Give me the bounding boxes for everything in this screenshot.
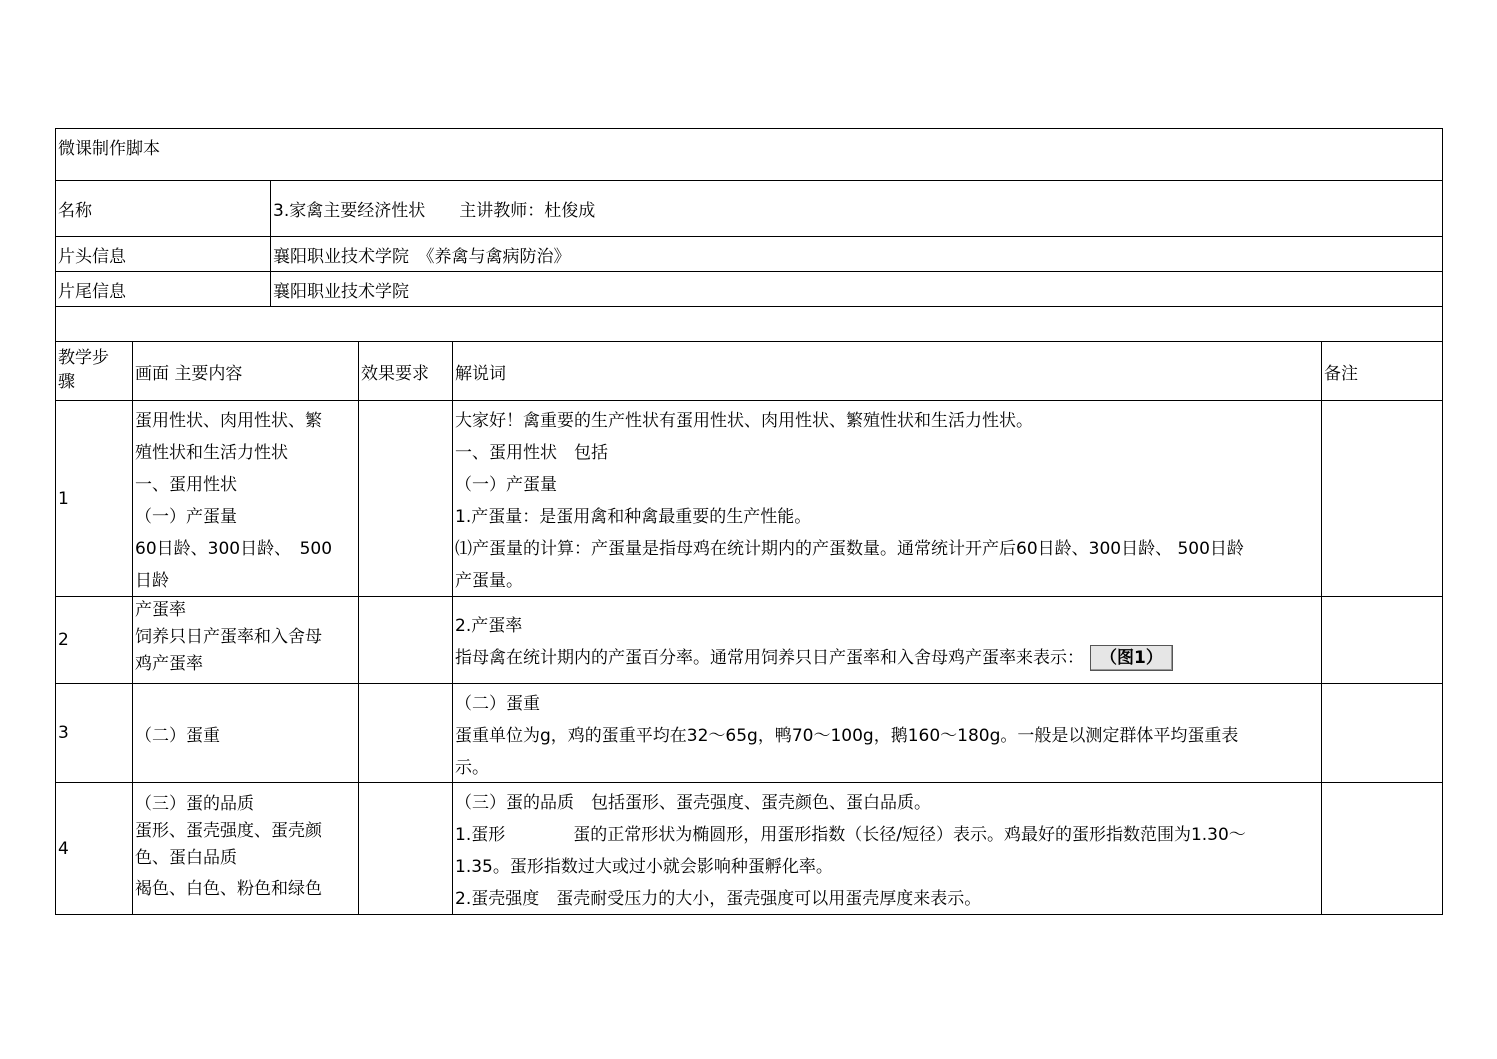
name-label: 名称 xyxy=(58,201,92,221)
col-step-header-text: 教学步骤 xyxy=(58,348,109,392)
narration-line: 2.蛋壳强度 蛋壳耐受压力的大小，蛋壳强度可以用蛋壳厚度来表示。 xyxy=(455,889,982,909)
narration-line: 一、蛋用性状 包括 xyxy=(455,443,608,463)
screen-line: 蛋形、蛋壳强度、蛋壳颜 xyxy=(135,821,322,841)
col-screen-header: 画面 主要内容 xyxy=(132,342,358,400)
step-number: 3 xyxy=(58,723,69,743)
screen-line: 鸡产蛋率 xyxy=(135,654,203,674)
head-info-label: 片头信息 xyxy=(58,246,126,267)
narration-line: （三）蛋的品质 包括蛋形、蛋壳强度、蛋壳颜色、蛋白品质。 xyxy=(455,793,931,813)
narration-line: （二）蛋重 xyxy=(455,694,540,714)
note-cell xyxy=(1321,684,1442,782)
screen-line: 褐色、白色、粉色和绿色 xyxy=(135,879,322,899)
head-info-row xyxy=(55,236,1443,271)
note-cell xyxy=(1321,783,1442,914)
name-row xyxy=(55,180,1443,236)
step-number: 2 xyxy=(58,630,69,650)
col-step-header xyxy=(56,342,132,400)
narration-line: 示。 xyxy=(455,758,489,778)
effect-cell xyxy=(358,401,452,596)
screen-line: 一、蛋用性状 xyxy=(135,475,237,495)
col-note-header: 备注 xyxy=(1321,342,1442,400)
script-table xyxy=(55,128,1443,915)
header-row xyxy=(55,341,1443,400)
screen-content xyxy=(132,401,358,596)
narration-line: 大家好！禽重要的生产性状有蛋用性状、肉用性状、繁殖性状和生活力性状。 xyxy=(455,411,1033,431)
note-cell xyxy=(1321,597,1442,683)
screen-line: （二）蛋重 xyxy=(135,725,220,746)
spacer-row xyxy=(55,306,1443,341)
narration-line: 蛋重单位为g，鸡的蛋重平均在32～65g，鸭70～100g，鹅160～180g。一般是以测定群体平均蛋重表 xyxy=(455,726,1239,746)
tail-info-value: 襄阳职业技术学院 xyxy=(270,272,1442,306)
narration-text: 指母禽在统计期内的产蛋百分率。通常用饲养只日产蛋率和入舍母鸡产蛋率来表示： xyxy=(455,648,1084,668)
page-title: 微课制作脚本 xyxy=(58,139,160,159)
screen-line: 产蛋率 xyxy=(135,600,186,620)
screen-line: 日龄 xyxy=(135,571,169,591)
narration-content xyxy=(452,597,1321,683)
step-number: 4 xyxy=(58,838,69,859)
screen-line: 60日龄、300日龄、 500 xyxy=(135,539,333,559)
screen-content xyxy=(132,597,358,683)
figure-1-button[interactable]: （图1） xyxy=(1090,645,1173,671)
narration-line: （一）产蛋量 xyxy=(455,475,557,495)
effect-cell xyxy=(358,783,452,914)
screen-content xyxy=(132,684,358,782)
step-number: 1 xyxy=(58,488,69,509)
table-row xyxy=(55,400,1443,596)
effect-cell xyxy=(358,684,452,782)
narration-line: ⑴产蛋量的计算：产蛋量是指母鸡在统计期内的产蛋数量。通常统计开产后60日龄、300日龄、 500日龄 xyxy=(455,539,1244,559)
screen-line: （一）产蛋量 xyxy=(135,507,237,527)
screen-line: 殖性状和生活力性状 xyxy=(135,443,288,463)
narration-line: 2.产蛋率 xyxy=(455,616,523,636)
note-cell xyxy=(1321,401,1442,596)
narration-line xyxy=(455,642,1319,674)
col-effect-header: 效果要求 xyxy=(358,342,452,400)
table-row xyxy=(55,683,1443,782)
narration-content xyxy=(452,783,1321,914)
effect-cell xyxy=(358,597,452,683)
narration-content xyxy=(452,684,1321,782)
screen-line: 色、蛋白品质 xyxy=(135,848,237,868)
screen-line: 蛋用性状、肉用性状、繁 xyxy=(135,411,322,431)
screen-content xyxy=(132,783,358,914)
head-info-value: 襄阳职业技术学院 《养禽与禽病防治》 xyxy=(270,237,1442,271)
name-value: 3.家禽主要经济性状 主讲教师：杜俊成 xyxy=(270,181,1442,236)
tail-info-label: 片尾信息 xyxy=(58,281,126,302)
screen-line: （三）蛋的品质 xyxy=(135,794,254,814)
narration-content xyxy=(452,401,1321,596)
tail-info-row xyxy=(55,271,1443,306)
table-row xyxy=(55,596,1443,683)
narration-line: 1.蛋形 蛋的正常形状为椭圆形，用蛋形指数（长径/短径）表示。鸡最好的蛋形指数范围为1.30～ xyxy=(455,825,1246,845)
narration-line: 1.35。蛋形指数过大或过小就会影响种蛋孵化率。 xyxy=(455,857,833,877)
col-narration-header: 解说词 xyxy=(452,342,1321,400)
title-row xyxy=(55,128,1443,180)
table-row xyxy=(55,782,1443,915)
screen-line: 饲养只日产蛋率和入舍母 xyxy=(135,627,322,647)
narration-line: 产蛋量。 xyxy=(455,571,523,591)
narration-line: 1.产蛋量：是蛋用禽和种禽最重要的生产性能。 xyxy=(455,507,812,527)
